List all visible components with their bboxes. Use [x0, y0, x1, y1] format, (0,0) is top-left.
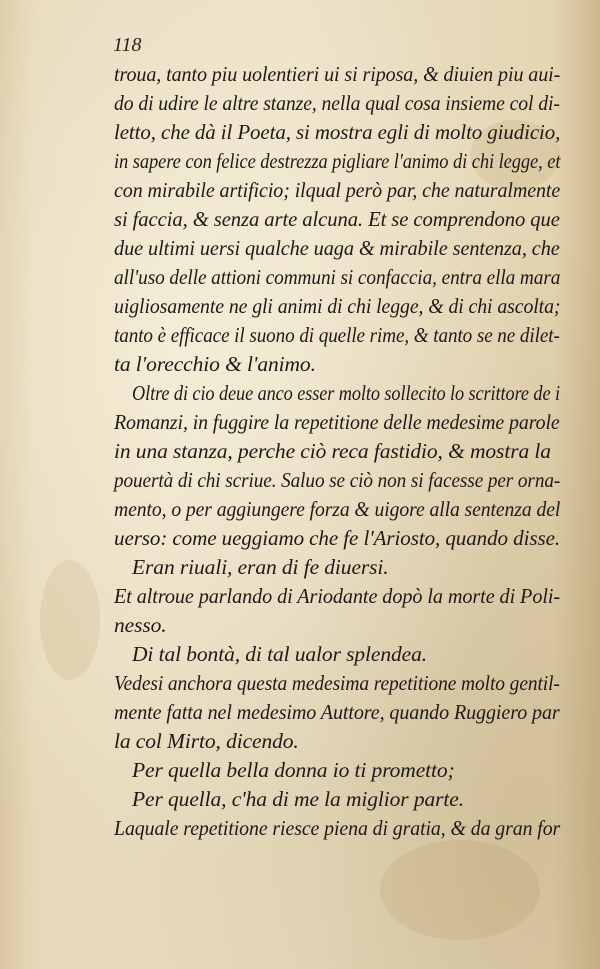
text-line: in sapere con felice destrezza pigliare l'animo di chi legge, et [114, 149, 561, 173]
text-line: due ultimi uersi qualche uaga & mirabile sentenza, che [114, 236, 560, 260]
verse-line: Per quella bella donna io ti prometto; [132, 758, 455, 782]
text-line: mento, o per aggiungere forza & uigore alla sentenza del [114, 497, 561, 521]
text-line: uerso: come ueggiamo che fe l'Ariosto, quando disse. [114, 526, 561, 550]
verse-line: Per quella, c'ha di me la miglior parte. [132, 787, 465, 811]
verse-line: Eran riuali, eran di fe diuersi. [132, 555, 389, 579]
text-line: si faccia, & senza arte alcuna. Et se comprendono que [114, 207, 560, 231]
text-line: do di udire le altre stanze, nella qual cosa insieme col di- [114, 91, 560, 115]
text-line: tanto è efficace il suono di quelle rime, & tanto se ne dilet- [114, 323, 560, 347]
text-line: pouertà di chi scriue. Saluo se ciò non si facesse per orna- [114, 468, 561, 492]
text-line: Oltre di cio deue anco esser molto sollecito lo scrittore de i [132, 381, 560, 405]
page-number: 118 [113, 34, 142, 56]
text-line: Romanzi, in fuggire la repetitione delle medesime parole [114, 410, 560, 434]
text-line: uigliosamente ne gli animi di chi legge, & di chi ascolta; [114, 294, 561, 318]
text-line: troua, tanto piu uolentieri ui si riposa, & diuien piu aui- [114, 62, 561, 86]
text-line: Laquale repetitione riesce piena di gratia, & da gran for [114, 816, 561, 840]
text-line: letto, che dà il Poeta, si mostra egli di molto giudicio, [114, 120, 561, 144]
verse-line: Di tal bontà, di tal ualor splendea. [132, 642, 428, 666]
text-line: la col Mirto, dicendo. [114, 729, 299, 753]
text-line: all'uso delle attioni communi si confaccia, entra ella mara [114, 265, 561, 289]
text-line: Et altroue parlando di Ariodante dopò la morte di Poli- [114, 584, 561, 608]
text-line: ta l'orecchio & l'animo. [114, 352, 316, 376]
text-line: con mirabile artificio; ilqual però par, che naturalmente [114, 178, 561, 202]
text-line: in una stanza, perche ciò reca fastidio, & mostra la [114, 439, 551, 463]
text-line: mente fatta nel medesimo Auttore, quando Ruggiero par [114, 700, 560, 724]
text-line: nesso. [114, 613, 167, 637]
text-line: Vedesi anchora questa medesima repetitione molto gentil- [114, 671, 560, 695]
